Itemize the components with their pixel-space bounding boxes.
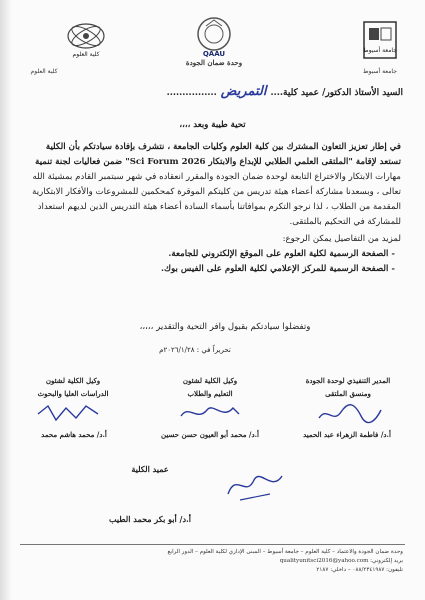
signature-scribble-icon [315,402,385,426]
sig-col2-title-l1: وكيل الكلية لشئون [182,376,238,385]
footer-phone: تليفون: ٠٨٨/٢٣٤١٩٨٧ – داخلي: ٢١٨٧ [316,567,403,573]
signature-scribble-icon [34,400,104,426]
sig-col2-title-l2: التعليم والطلاب [187,389,233,398]
closing-line: وتفضلوا سيادتكم بقبول وافر التحية والتقدير ،،،،، [139,322,311,332]
right-logo-caption: جامعة أسيوط [363,68,397,75]
letter-body [16,140,401,277]
quality-unit-emblem-icon [190,14,238,58]
center-logo-text: QAAU [202,50,226,58]
reference-website-line: - الصفحة الرسمية للمركز الإعلامي لكلية العلوم على الفيس بوك. [161,264,395,274]
addressee-prefix: السيد الأستاذ الدكتور/ عميد كلية.... [270,88,403,98]
right-logo-text: جامعة أسيوط [363,47,397,54]
addressee-line [13,84,403,99]
addressee-dots: ................ [166,88,217,98]
center-logo [190,14,238,58]
sig-col1-name: أ.د/ فاطمة الزهراء عبد الحميد [303,430,391,439]
body-line-6: للمشاركة في التحكيم بالملتقى. [289,217,401,227]
sig-col1-title-l1: المدير التنفيذي لوحدة الجودة [305,376,391,385]
reference-facebook-line: - الصفحة الرسمية لكلية العلوم على الموقع الإلكتروني للجامعة. [168,249,395,259]
footer-divider [20,544,405,545]
footer-email: بريد إلكتروني: qualityunitsci2016@yahoo.com [279,558,403,564]
more-info-line: لمزيد من التفاصيل يمكن الرجوع: [282,234,401,244]
body-line-1: في إطار تعزيز التعاون المشترك بين كلية العلوم وكليات الجامعة ، نتشرف بإفادة سيادتكم بأن الكلية [45,142,401,152]
signature-scribble-icon [175,398,245,426]
signature-scribble-icon [220,464,290,504]
sig-col3-title-l1: وكيل الكلية لشئون [45,376,101,385]
sig-col3-title-l2: الدراسات العليا والبحوث [37,389,109,398]
date-line: تحريراً في : ٢٠٢٦/١/٢٨م [159,346,231,354]
dean-name: أ.د/ أبو بكر محمد الطيب [108,514,192,524]
body-line-3: مهارات الابتكار والاختراع التابعة لوحدة ضمان الجودة والمقرر انعقاده في شهر سبتمبر القادم بمشيئة الله [32,172,401,182]
dean-title: عميد الكلية [131,464,169,474]
body-line-5: المقدمة من الطلاب ، لذا نرجو التكرم بموافاتنا بأسماء السادة أعضاء هيئة التدريس الذين لديهم استعداد [37,202,401,212]
sig-col1-signature [315,402,385,426]
left-logo-text: كلية العلوم [72,51,100,58]
body-line-2: تستعد لإقامة "الملتقى العلمي الطلابي للإبداع والابتكار Sci Forum 2026" ضمن فعاليات لجنة تنمية [35,157,401,167]
sig-col3-name: أ.د/ محمد هاشم محمد [41,430,107,439]
footer-address: وحدة ضمان الجودة والاعتماد – كلية العلوم – جامعة أسيوط – المبنى الإداري لكلية العلوم – الدور الرابع [167,549,403,555]
scan-edge-shadow [0,0,12,600]
left-logo [56,16,116,60]
sig-col1-title-l2: ومنسق الملتقى [325,389,371,398]
sig-col3-title [18,376,128,398]
sig-col2-signature [175,398,245,426]
sig-col2-title [155,376,265,398]
left-logo-caption: كلية العلوم [30,68,58,75]
handwritten-faculty-name: التمريض [220,84,267,99]
sig-col1-title [293,376,403,398]
sig-col3-signature [34,400,104,426]
right-logo [356,18,404,66]
faculty-of-science-emblem-icon [56,16,116,60]
body-line-4: تعالى ، وبسعدنا مشاركة أعضاء هيئة تدريس من كليتكم الموقرة كمحكمين للمشروعات والأفكار الابتكارية [32,187,401,197]
greeting: تحية طيبة وبعد ،،،، [179,120,246,130]
sig-col2-name: أ.د/ محمد أبو العيون حسن حسين [161,430,259,439]
assiut-university-emblem-icon [356,18,404,66]
footer [23,548,403,575]
center-logo-caption: وحدة ضمان الجودة [185,58,243,67]
dean-signature [220,464,290,504]
